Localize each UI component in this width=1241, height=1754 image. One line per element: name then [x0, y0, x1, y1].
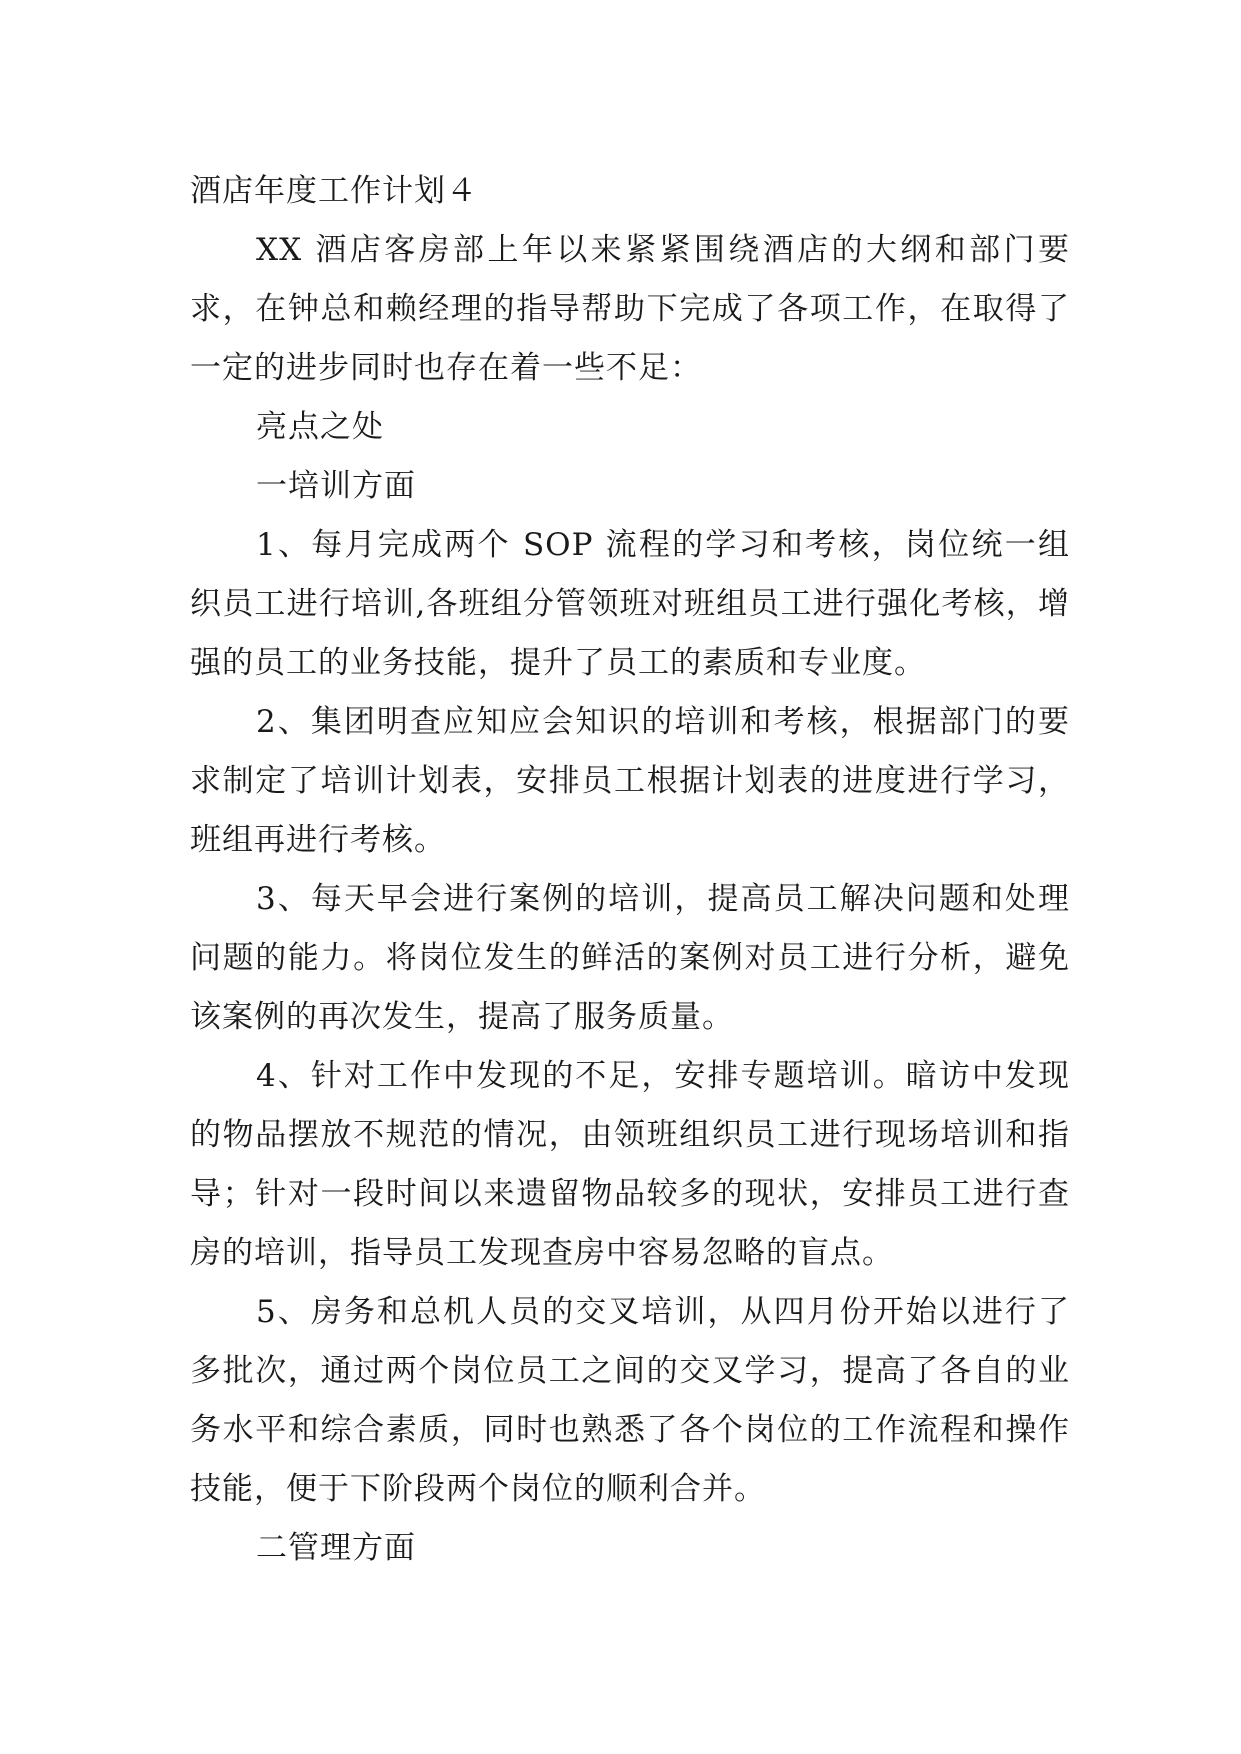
- paragraph-item-4: 4、针对工作中发现的不足，安排专题培训。暗访中发现的物品摆放不规范的情况，由领班组织员工进行现场培训和指导；针对一段时间以来遗留物品较多的现状，安排员工进行查房的培训，指导员工发现查房中容易忽略的盲点。: [190, 1058, 1070, 1271]
- paragraph-item-1: 1、每月完成两个 SOP 流程的学习和考核，岗位统一组织员工进行培训,各班组分管领班对班组员工进行强化考核，增强的员工的业务技能，提升了员工的素质和专业度。: [190, 527, 1070, 681]
- document-body: [190, 162, 1070, 1578]
- document-title: 酒店年度工作计划４: [190, 173, 478, 209]
- paragraph-item-2: 2、集团明查应知应会知识的培训和考核，根据部门的要求制定了培训计划表，安排员工根据计划表的进度进行学习，班组再进行考核。: [190, 704, 1070, 858]
- paragraph-item-5: 5、房务和总机人员的交叉培训，从四月份开始以进行了多批次，通过两个岗位员工之间的交叉学习，提高了各自的业务水平和综合素质，同时也熟悉了各个岗位的工作流程和操作技能，便于下阶段两个岗位的顺利合并。: [190, 1294, 1070, 1507]
- section-heading-training: 一培训方面: [256, 468, 416, 504]
- paragraph-item-3: 3、每天早会进行案例的培训，提高员工解决问题和处理问题的能力。将岗位发生的鲜活的案例对员工进行分析，避免该案例的再次发生，提高了服务质量。: [190, 881, 1070, 1035]
- section-heading-highlights: 亮点之处: [256, 409, 384, 445]
- paragraph-intro: XX 酒店客房部上年以来紧紧围绕酒店的大纲和部门要求，在钟总和赖经理的指导帮助下完成了各项工作，在取得了一定的进步同时也存在着一些不足：: [190, 232, 1070, 386]
- section-heading-management: 二管理方面: [256, 1530, 416, 1566]
